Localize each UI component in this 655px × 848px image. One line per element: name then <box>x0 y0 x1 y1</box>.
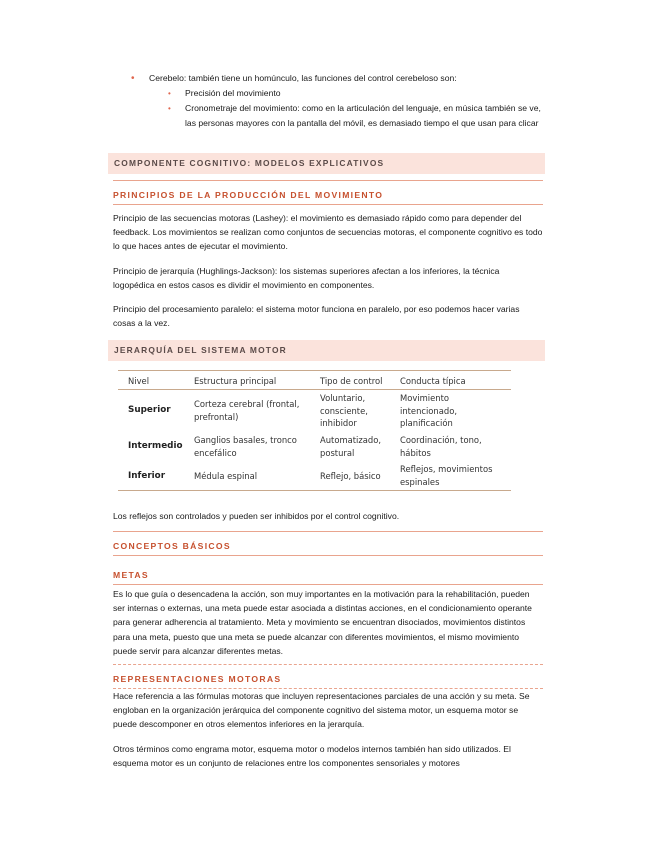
table-cell: Ganglios basales, tronco encefálico <box>194 435 297 458</box>
table-cell: Automatizado, postural <box>320 435 381 458</box>
table-row-label: Superior <box>128 405 171 415</box>
section-heading-metas: METAS <box>113 570 543 585</box>
table-cell: Reflejos, movimientos espinales <box>400 464 493 487</box>
paragraph-metas: Es lo que guía o desencadena la acción, son muy importantes en la motivación para la rehabilitación, pueden ser internas o externas, una meta puede estar asociada a distintas acciones, en el condicionamiento operante para generar adherencia al tratamiento. Meta y movimiento se encuentran disociados, movimientos distintos para una meta, puesto que una meta se puede alcanzar con diferentes movimientos, el mismo movimiento puede servir para alcanzar diferentes metas. <box>113 589 532 656</box>
table-bottom-rule <box>118 490 511 491</box>
paragraph-paralelo: Principio del procesamiento paralelo: el sistema motor funciona en paralelo, por eso podemos hacer varias cosas a la vez. <box>113 304 520 329</box>
sub-bullet-dot-icon: • <box>168 89 171 98</box>
paragraph-otros-terminos: Otros términos como engrama motor, esquema motor o modelos internos también han sido utilizados. El esquema motor es un conjunto de relaciones entre los componentes sensoriales y motores <box>113 744 511 769</box>
section-band-jerarquia: JERARQUÍA DEL SISTEMA MOTOR <box>108 340 545 361</box>
paragraph-reflejos: Los reflejos son controlados y pueden ser inhibidos por el control cognitivo. <box>113 511 400 521</box>
section-band-componente-cognitivo: COMPONENTE COGNITIVO: MODELOS EXPLICATIVOS <box>108 153 545 174</box>
table-cell: Reflejo, básico <box>320 471 381 481</box>
table-cell: Voluntario, consciente, inhibidor <box>320 393 368 428</box>
table-header-rule <box>118 389 511 390</box>
sub-bullet-dot-icon: • <box>168 104 171 113</box>
section-heading-principios: PRINCIPIOS DE LA PRODUCCIÓN DEL MOVIMIENTO <box>113 180 543 205</box>
table-header-cell: Conducta típica <box>400 376 466 386</box>
bullet-text: Cerebelo: también tiene un homúnculo, las funciones del control cerebeloso son: <box>149 73 457 83</box>
cerebelo-bullet-list <box>131 71 551 131</box>
sub-bullet-text: Precisión del movimiento <box>185 88 281 98</box>
table-cell: Movimiento intencionado, planificación <box>400 393 457 428</box>
paragraph-jerarquia: Principio de jerarquía (Hughlings-Jackson): los sistemas superiores afectan a los inferiores, la técnica logopédica en estos casos es dividir el movimiento en componentes. <box>113 266 500 291</box>
table-cell: Coordinación, tono, hábitos <box>400 435 482 458</box>
paragraph-secuencias: Principio de las secuencias motoras (Lashey): el movimiento es demasiado rápido como para depender del feedback. Los movimientos se realizan como conjuntos de secuencias motoras, el componente cognitivo es todo lo que haces antes de ejecutar el movimiento. <box>113 213 543 252</box>
sub-bullet-item <box>168 101 551 131</box>
table-cell: Corteza cerebral (frontal, prefrontal) <box>194 399 300 422</box>
bullet-dot-icon: • <box>131 73 135 84</box>
paragraph-representaciones: Hace referencia a las fórmulas motoras que incluyen representaciones parciales de una acción y su meta. Se engloban en la organización jerárquica del componente cognitivo del sistema motor, un esquema motor se puede descomponer en otros elementos inferiores en la jerarquía. <box>113 691 530 730</box>
sub-bullet-item <box>168 86 551 101</box>
section-heading-representaciones: REPRESENTACIONES MOTORAS <box>113 664 543 689</box>
table-header-cell: Nivel <box>128 376 150 386</box>
section-heading-conceptos: CONCEPTOS BÁSICOS <box>113 531 543 556</box>
table-row-label: Inferior <box>128 471 166 481</box>
sub-bullet-text: Cronometraje del movimiento: como en la articulación del lenguaje, en música también se ve, las personas mayores con la pantalla del móvil, es demasiado tiempo el que usan para clicar <box>185 103 541 128</box>
table-header-cell: Tipo de control <box>320 376 383 386</box>
table-top-rule <box>118 370 511 371</box>
table-cell: Médula espinal <box>194 471 258 481</box>
sub-bullet-list <box>131 86 551 131</box>
bullet-item <box>131 71 551 86</box>
table-header-cell: Estructura principal <box>194 376 277 386</box>
table-row-label: Intermedio <box>128 441 183 451</box>
